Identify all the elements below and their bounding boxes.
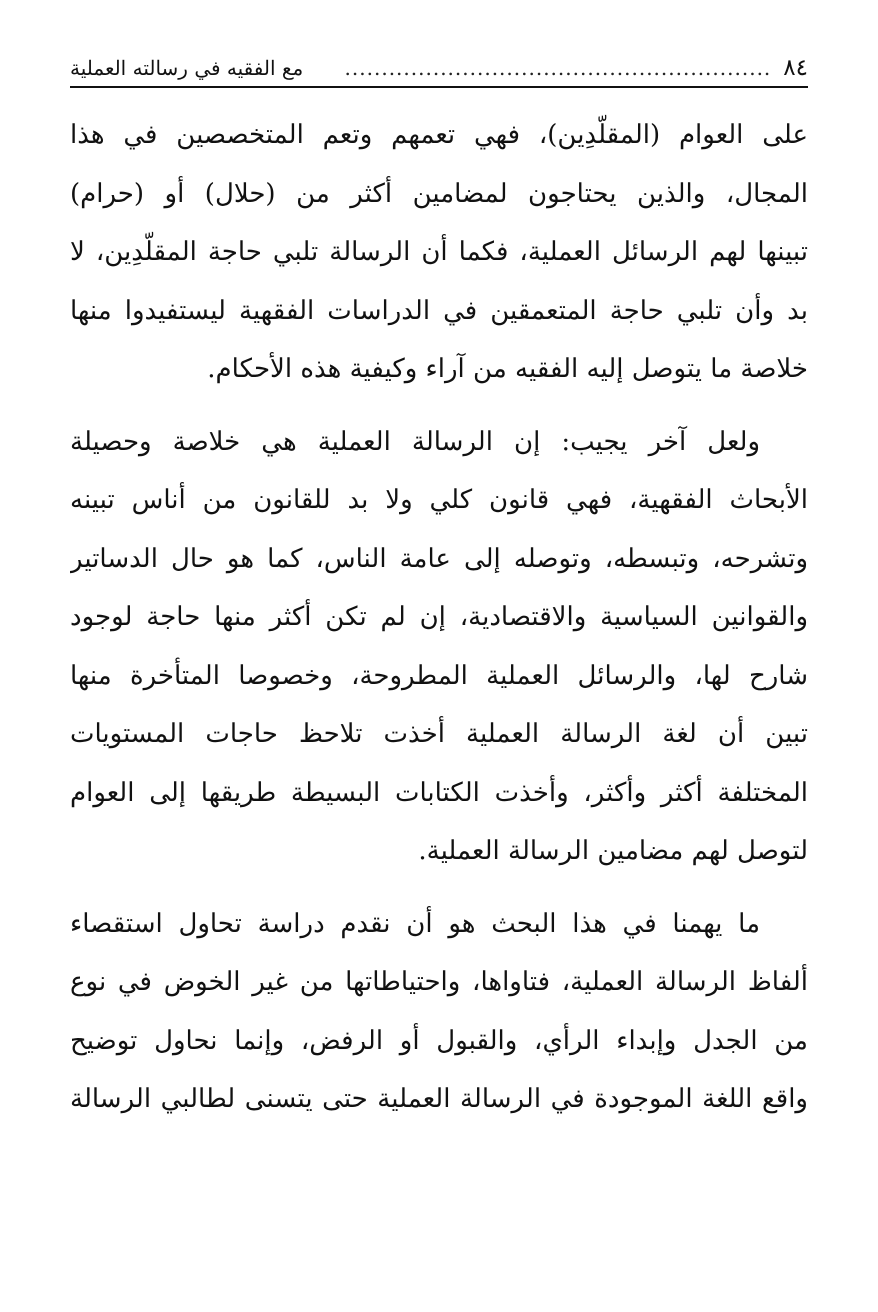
text-line: من الجدل وإبداء الرأي، والقبول أو الرفض، وإنما نحاول توضيح	[70, 1025, 808, 1056]
text-line: المختلفة أكثر وأكثر، وأخذت الكتابات البسيطة طريقها إلى العوام	[70, 777, 808, 808]
text-line: لتوصل لهم مضامين الرسالة العملية.	[418, 836, 808, 866]
paragraph-gap	[70, 881, 808, 895]
text-line: على العوام (المقلّدِين)، فهي تعمهم وتعم المتخصصين في هذا	[70, 120, 808, 150]
text-line: وتشرحه، وتبسطه، وتوصله إلى عامة الناس، كما هو حال الدساتير	[70, 543, 808, 574]
text-line: ما يهمنا في هذا البحث هو أن نقدم دراسة تحاول استقصاء	[70, 908, 761, 939]
text-line: تبينها لهم الرسائل العملية، فكما أن الرسالة تلبي حاجة المقلّدِين، لا	[70, 237, 808, 267]
paragraph-gap	[70, 399, 808, 413]
header-rule	[70, 86, 808, 88]
text-line: خلاصة ما يتوصل إليه الفقيه من آراء وكيفية هذه الأحكام.	[207, 354, 808, 384]
body-text	[70, 106, 808, 1129]
page-number: ٨٤	[783, 55, 808, 81]
text-line: بد وأن تلبي حاجة المتعمقين في الدراسات الفقهية ليستفيدوا منها	[70, 295, 808, 326]
text-line: شارح لها، والرسائل العملية المطروحة، وخصوصا المتأخرة منها	[70, 660, 808, 691]
text-line: والقوانين السياسية والاقتصادية، إن لم تكن أكثر منها حاجة لوجود	[70, 602, 808, 632]
running-title: مع الفقيه في رسالته العملية	[70, 56, 304, 80]
text-line: المجال، والذين يحتاجون لمضامين أكثر من (حلال) أو (حرام)	[70, 178, 808, 209]
text-line: ولعل آخر يجيب: إن الرسالة العملية هي خلاصة وحصيلة	[70, 426, 760, 457]
text-line: واقع اللغة الموجودة في الرسالة العملية حتى يتسنى لطالبي الرسالة	[70, 1084, 808, 1114]
text-line: ألفاظ الرسالة العملية، فتاواها، واحتياطاتها من غير الخوض في نوع	[70, 967, 808, 997]
dot-leader: ..........................................................	[344, 56, 772, 80]
book-page	[70, 0, 808, 1312]
running-header	[70, 46, 808, 80]
paragraph-3	[70, 895, 808, 1129]
paragraph-1	[70, 106, 808, 399]
paragraph-2	[70, 413, 808, 881]
text-line: تبين أن لغة الرسالة العملية أخذت تلاحظ حاجات المستويات	[70, 719, 808, 749]
text-line: الأبحاث الفقهية، فهي قانون كلي ولا بد للقانون من أناس تبينه	[70, 485, 808, 515]
